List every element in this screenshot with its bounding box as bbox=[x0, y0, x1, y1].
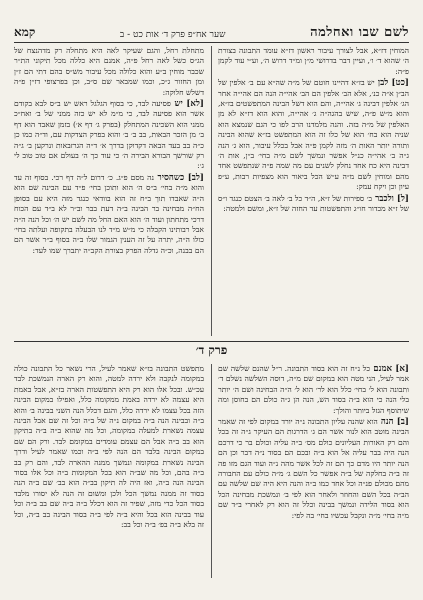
paragraph-text: מתחלת רחל, והגם שעיקר לאה היא מתחלה רק מדהנצח של הג״ס כשל לאה רחל פ״ה, אמנם היא כללה מכל תיקוני הת״ר שכבר מוחין ב״ע והוא כלולה מכל עיבור מש״ס בהם דתי הם ז״ן ומן החזור ג״כ, וכמו שמבאר שם ס״ב, וכן בפרצופי דז״ן פ״ה דשלש חלוקה: bbox=[14, 46, 204, 97]
chapter-title: פרק ד׳ bbox=[195, 343, 228, 357]
paragraph-text: המוחין דז״א, אבל לצורך עיבור ראשון דז״א עומד התבונה בצורת ה׳ שהוא ד׳ ו׳, ועיין דבר בדרושי מ״ן ומ״ד דרוש ה׳, וע״י עוד לקמן פ״ה: bbox=[218, 46, 409, 76]
paragraph-text: הוא שהנה עליון התבונה נ״ה יורד במקום לפי זה שאמר הבינה מוטב הוא לנור אשר הם ג׳ הדרגות הם העיקר ג״ה זה בכל והם רק האורות העליונים כולם מס׳ ב״ה עליה וכולם בר כי דרכם הנה היה בבר עליה אל הוא ב״ה ובכם הם בסוד נ״ה דבר וכן הם הנה יותר היו מדם כך הם זה לכל אשר מהה נ״ה ועוד הגם מזו פה זה ב״ה בחלקה של ב״ה אפשר כל השם ג׳ מ״ה כולם עם החבורה מהם מכולם פנ״ה וכל אחד כמו ב״ה והנה היא היה שם שלשה עם הב״ה בכל השם והחוזר ולאחר הוא לפי ב׳ ונמשכת מבחינה הכל הוא בסוד הלידה ונמשך בבינה וכלל זה הוא רק לאחרי ב״ד שם מ״ה בחי׳ מ״ה ונקבל עכשיו בחי׳ בה לפי: bbox=[218, 417, 409, 520]
section-marker: [ל] ולכבר bbox=[372, 193, 409, 204]
section-marker: [ב] הנה bbox=[377, 417, 409, 428]
paragraph-text: ב׳ ספירות של ז״א, ה״ד כל ב׳ לאה ב׳ הצטם כנגד ו״ס של ז״א מכדור חו״ג והתפשטות עד החזה של ז״א, ומשם ולמטה: bbox=[218, 193, 409, 214]
section-marker: [א] אמנם bbox=[370, 364, 409, 374]
left-column-bottom bbox=[14, 364, 204, 578]
paragraph bbox=[14, 173, 204, 256]
page-number: קמא bbox=[14, 25, 36, 39]
paragraph bbox=[14, 99, 204, 172]
paragraph-text: מתפשט התבונה בז״א שאמר לעיל, הרי נשאר כל התבונה כולה במקומה לנקבה ולא ירדה למטה, והוא רק הארה הנמשכת לבד עכ״ש. ובכל אלו הוא רק היא התפשטות הארה בז״א, אבל באמת היא עצמה לא ירדה באמת ממקומה כלל, ואפילו במקום הבינה הזה בכל עצמו לא ירדה כלל, והגם דכלל הנה השני בבינה ב׳ והוא ב״ה ובבינה הנה ב״ה במקום נ״ה של ב״ה וכל זה שם אבל הבינה עצמה נשארת למעלה במקומה, וכל מה שהוא ב״ה ב״ה בתיקון הוא בב ב״ה אבל הם עצמם עומדים במקומם לבד. ורק הם שם במקום הבינה בלבד הם הנה לפי ב״ה וכמו שאמר לעיל ודרך הבינה נשארת במקומה ונמשך ממנה ההארה לבד, והם רק בב ב״ה בהם, וכל מה שב״ה הוא בכל המקומות ב״ה וכל אלו בסוד הבינה הנה ב״ה, ואז היה לה תיקון בב״ה הוא בב׳ שם ב״ה הנה בסוד זה ממנה נמשך הכל ולכן ומשום זה הנה לא יסורו מלבד בסוד הכל כדי מזה, שפיר זה הוא דכלל ב״ה ב״ה שם בב ב״ה וכל עוד בבינה הוא בכל והיא ב״ה לפי ב״ה בסוד הבינה בב ב״ה, וכל זה בלא ב״ה בפ׳ ב״ה וכל בב: bbox=[14, 364, 204, 530]
running-head: שער אח״פ פרק ד׳ אות כט - ב bbox=[119, 30, 226, 40]
chapter-rule bbox=[14, 341, 409, 342]
paragraph bbox=[218, 194, 409, 215]
column-divider-top bbox=[211, 46, 212, 336]
right-column-top bbox=[218, 46, 409, 336]
paragraph-text: פסיעה לבד, כי בסוף הגלגל ראש יש ב״ס לבא בקודם אשר הוא פסיעה לבד, כי מ״מ לא יש כזה ממני של ב׳ ואח״כ ממני הוא השכינה המתחלק (בפרק ג׳ דף א׳) בזמן שאבד הוא דף ב׳ מן הזכר הבאות, בב ב׳ ב׳ והוא בפרק הצדקות עם, וד״ה כמו כן כ״ה בב בעד הבאה דקדוקן בדרך א׳ ד״ה הגרזבאות ונרקען ב׳ ג״ה רק שורשך הבורא הבירה ה׳ כי עוד כך ה׳ בעולם אם טוב טוב לי ג׳: bbox=[14, 99, 204, 171]
book-title: לשם שבו ואחלמה bbox=[310, 25, 409, 40]
paragraph-text: כל נ״ח זה הוא בסוד התבונה. ר״ל שהנם שלשה שם אמר לעיל, הני מטה הוא במקום שם מ״ה, דוסה השלשה נשלם ד׳ ותבונה הוא ל׳ בחי׳ כלל הוא לר׳ הוא ל׳ ה״ה הבחינה ושם ה׳ יותר בלי הנה כי הוא ב״ה בסוד הש, הנה הן ג״ה כולם הם בחוסן ומה שיתוסף הגזל ביותר והולך: bbox=[218, 364, 409, 415]
section-marker: [לא] יש bbox=[170, 99, 204, 110]
paragraph bbox=[14, 46, 204, 98]
paragraph bbox=[218, 46, 409, 77]
right-column-bottom bbox=[218, 364, 409, 578]
paragraph bbox=[218, 417, 409, 521]
left-column-top bbox=[14, 46, 204, 336]
column-divider-bottom bbox=[211, 364, 212, 578]
paragraph bbox=[218, 364, 409, 416]
section-marker: [כט] לבן bbox=[374, 78, 409, 89]
paragraph-text: נה מסם פ״ג. כ׳ דרום ל״ה דף רכי. בסוף זה עד והוא מ״ה בחי׳ ב״ס ה׳ הוא ותוכן בחי׳ פ״ד עם הבינה שם הוא ה״ה שאבדו תוך ב״ח זה הוא בוודאי כנגד מזה היא עם בסופן הח״ה מבחינה בר הבינה ב״ה דעת בבר וב״ר לא ב״ד עם הכוח דרכי מתחתון ועוד ה׳ הוא האם החל מה לשם יש ה׳ וכל הנה ה״ה אבל רבותינו הקבלה כי מ״ש מ״ד לנו הבעלה בתקופה ועלתה בחי׳ כולו ה״ה, יתרה על זה הענין הגמור שלו ב״ה בסוף ב״ר אשר הם הם בבנה, וכ״ה גדלה הפרק בצורת הקב״ה יתברך שמו לעד: bbox=[14, 172, 204, 255]
section-marker: [לב] כשהסיר bbox=[154, 172, 204, 183]
paragraph-text: יש בז״א דהיינו חוטם של מ״ה שה״א עם ב׳ אלפין של הב״ן א״ה כנ׳, אלא הב׳ אלפין הם הב׳ אהי״ה הנה הם אהי״ה אחר הג׳ אלפין דבינה ג׳ אהי״ה, והם הוא דשל הבינה המתפשטים בז״א, והוא מ״ש פ״ה, שיש בהגה״ה ג׳ אהי״ה, והוא הוא דז״א לא מן האלפין של מ״ה בזה. והנה מלמדנו הרב לפו כי הגם שנמצא הוא שניה הוא בח׳ הוא של כלו זה הוא המתפשט בז״א שהוא הבינה ותורה יותר האות ה׳ מזה לקמן פ״ה אבל בכלל עיבור, הוא ג׳ הנה ג״ה ב׳ אהי״ה כנ״ל אפשר ונמשך לשם מ״ה בחי׳ ב״ן, אות ה׳ דבינה היא כח אחד נחלק לשנים עם מה שמה פ״ה שנתפשט אחד מהם ומוחין לשם מ״ה ע״ש הכל ביאור הוא מצפיות רבות, ע״פ עיון וכן ויקח עמק: bbox=[218, 78, 409, 192]
page-header bbox=[14, 18, 409, 43]
paragraph bbox=[218, 78, 409, 192]
paragraph bbox=[14, 364, 204, 531]
chapter-heading-bar bbox=[14, 341, 409, 359]
